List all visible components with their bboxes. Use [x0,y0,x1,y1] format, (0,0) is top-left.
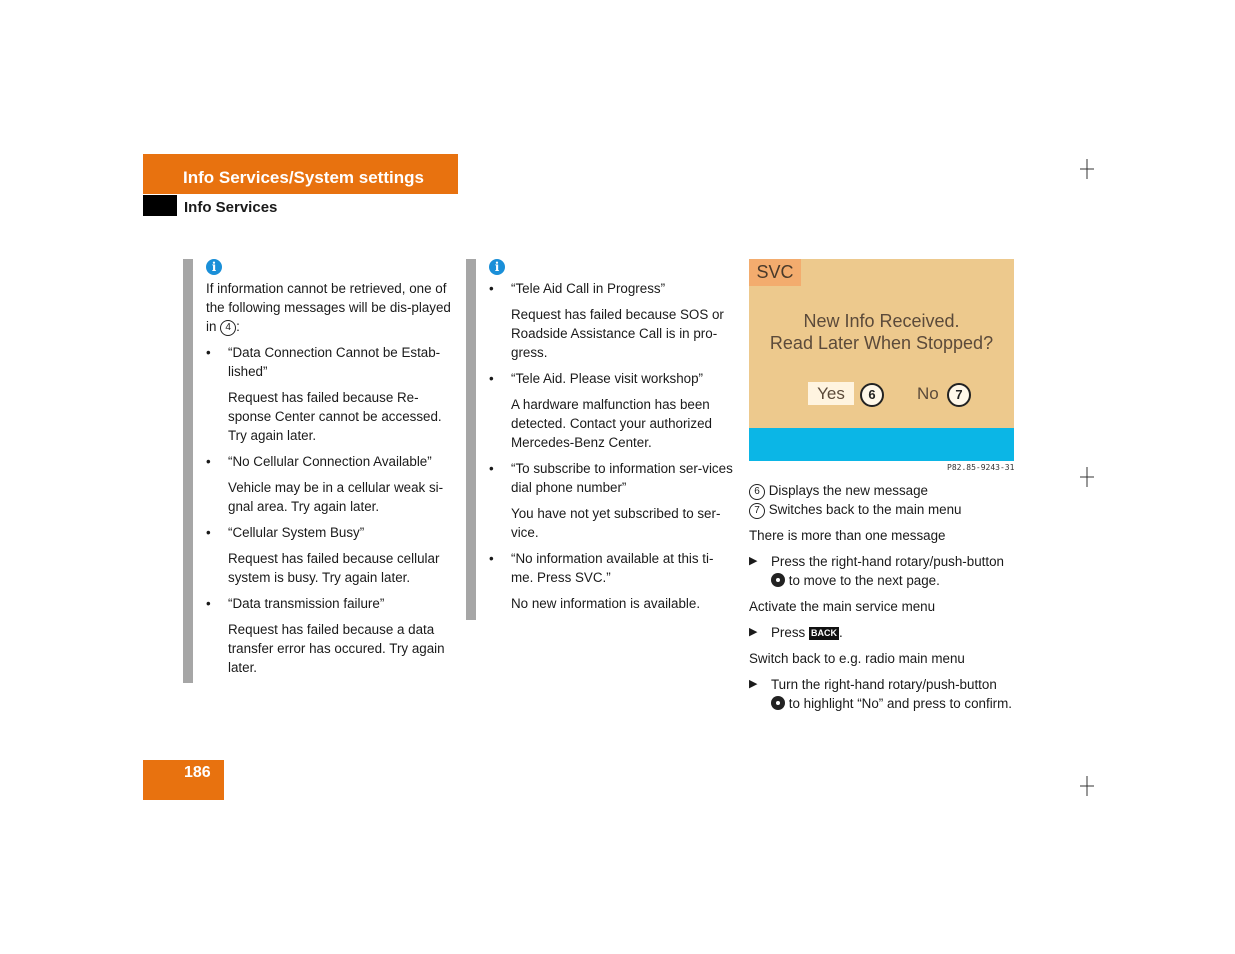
list-item: • “Tele Aid Call in Progress” [489,281,666,296]
crop-mark-icon [1080,467,1094,487]
list-item-desc: Request has failed because a data transfer error has occured. Try again later. [228,622,445,675]
info-icon: i [489,259,505,275]
crop-mark-icon [1080,776,1094,796]
instruction-heading: There is more than one message [749,528,946,543]
chapter-title: Info Services/System settings [183,168,424,187]
list-item: • “No information available at this ti-me. Press SVC.” [489,551,714,585]
arrow-icon: ▶ [749,626,758,638]
list-item: • “Cellular System Busy” [206,525,365,540]
list-item: • “No Cellular Connection Available” [206,454,432,469]
callout-ref: 7 [749,503,765,519]
list-item-desc: A hardware malfunction has been detected. Contact your authorized Mercedes-Benz Center. [511,397,712,450]
crop-mark-icon [1080,159,1094,179]
note-column-1 [206,257,456,684]
callout-ref: 6 [749,484,765,500]
callout-6: 6 [860,383,884,407]
rotary-knob-icon [771,696,785,710]
list-item: • “Data transmission failure” [206,596,385,611]
list-item-desc: Vehicle may be in a cellular weak si-gnal area. Try again later. [228,480,444,514]
section-title: Info Services [184,199,278,216]
list-item-desc: Request has failed because cellular system is busy. Try again later. [228,551,440,585]
screen-message-line1: New Info Received. [803,311,960,331]
no-option: No [917,384,939,403]
section-marker [143,195,177,216]
note-bar-middle [466,259,476,620]
yes-option: Yes [808,382,854,405]
svc-display-figure [749,259,1014,461]
list-item-desc: No new information is available. [511,596,701,611]
list-item: • “To subscribe to information ser-vices dial phone number” [489,461,733,495]
list-item-desc: Request has failed because Re-sponse Center cannot be accessed. Try again later. [228,390,442,443]
instruction-heading: Activate the main service menu [749,599,936,614]
legend-item: 6 Displays the new message [749,481,1014,500]
instruction-step: ▶ Press BACK . [749,625,843,640]
list-item-desc: You have not yet subscribed to ser-vice. [511,506,721,540]
instructions-column [749,481,1014,720]
list-item: • “Tele Aid. Please visit workshop” [489,371,704,386]
legend-item: 7 Switches back to the main menu [749,500,1014,519]
info-icon: i [206,259,222,275]
callout-ref: 4 [220,320,236,336]
note-bar-left [183,259,193,683]
callout-7: 7 [947,383,971,407]
list-item-desc: Request has failed because SOS or Roadside Assistance Call is in pro-gress. [511,307,724,360]
instruction-heading: Switch back to e.g. radio main menu [749,651,965,666]
instruction-step: ▶ Turn the right-hand rotary/push-button to highlight “No” and press to confirm. [749,677,1013,711]
list-item: • “Data Connection Cannot be Estab-lished” [206,345,441,379]
arrow-icon: ▶ [749,555,758,567]
screen-status-bar [749,428,1014,461]
page-number: 186 [143,760,224,800]
instruction-step: ▶ Press the right-hand rotary/push-button to move to the next page. [749,554,1004,588]
svc-tag: SVC [749,259,801,286]
back-key-icon: BACK [810,628,837,638]
screen-message-line2: Read Later When Stopped? [769,333,994,353]
note-column-2 [489,257,734,620]
figure-code: P82.85-9243-31 [947,463,1015,472]
rotary-knob-icon [771,573,785,587]
note-intro: If information cannot be retrieved, one of the following messages will be dis-played in 4 : [206,281,451,334]
chapter-header [143,154,458,194]
arrow-icon: ▶ [749,678,758,690]
